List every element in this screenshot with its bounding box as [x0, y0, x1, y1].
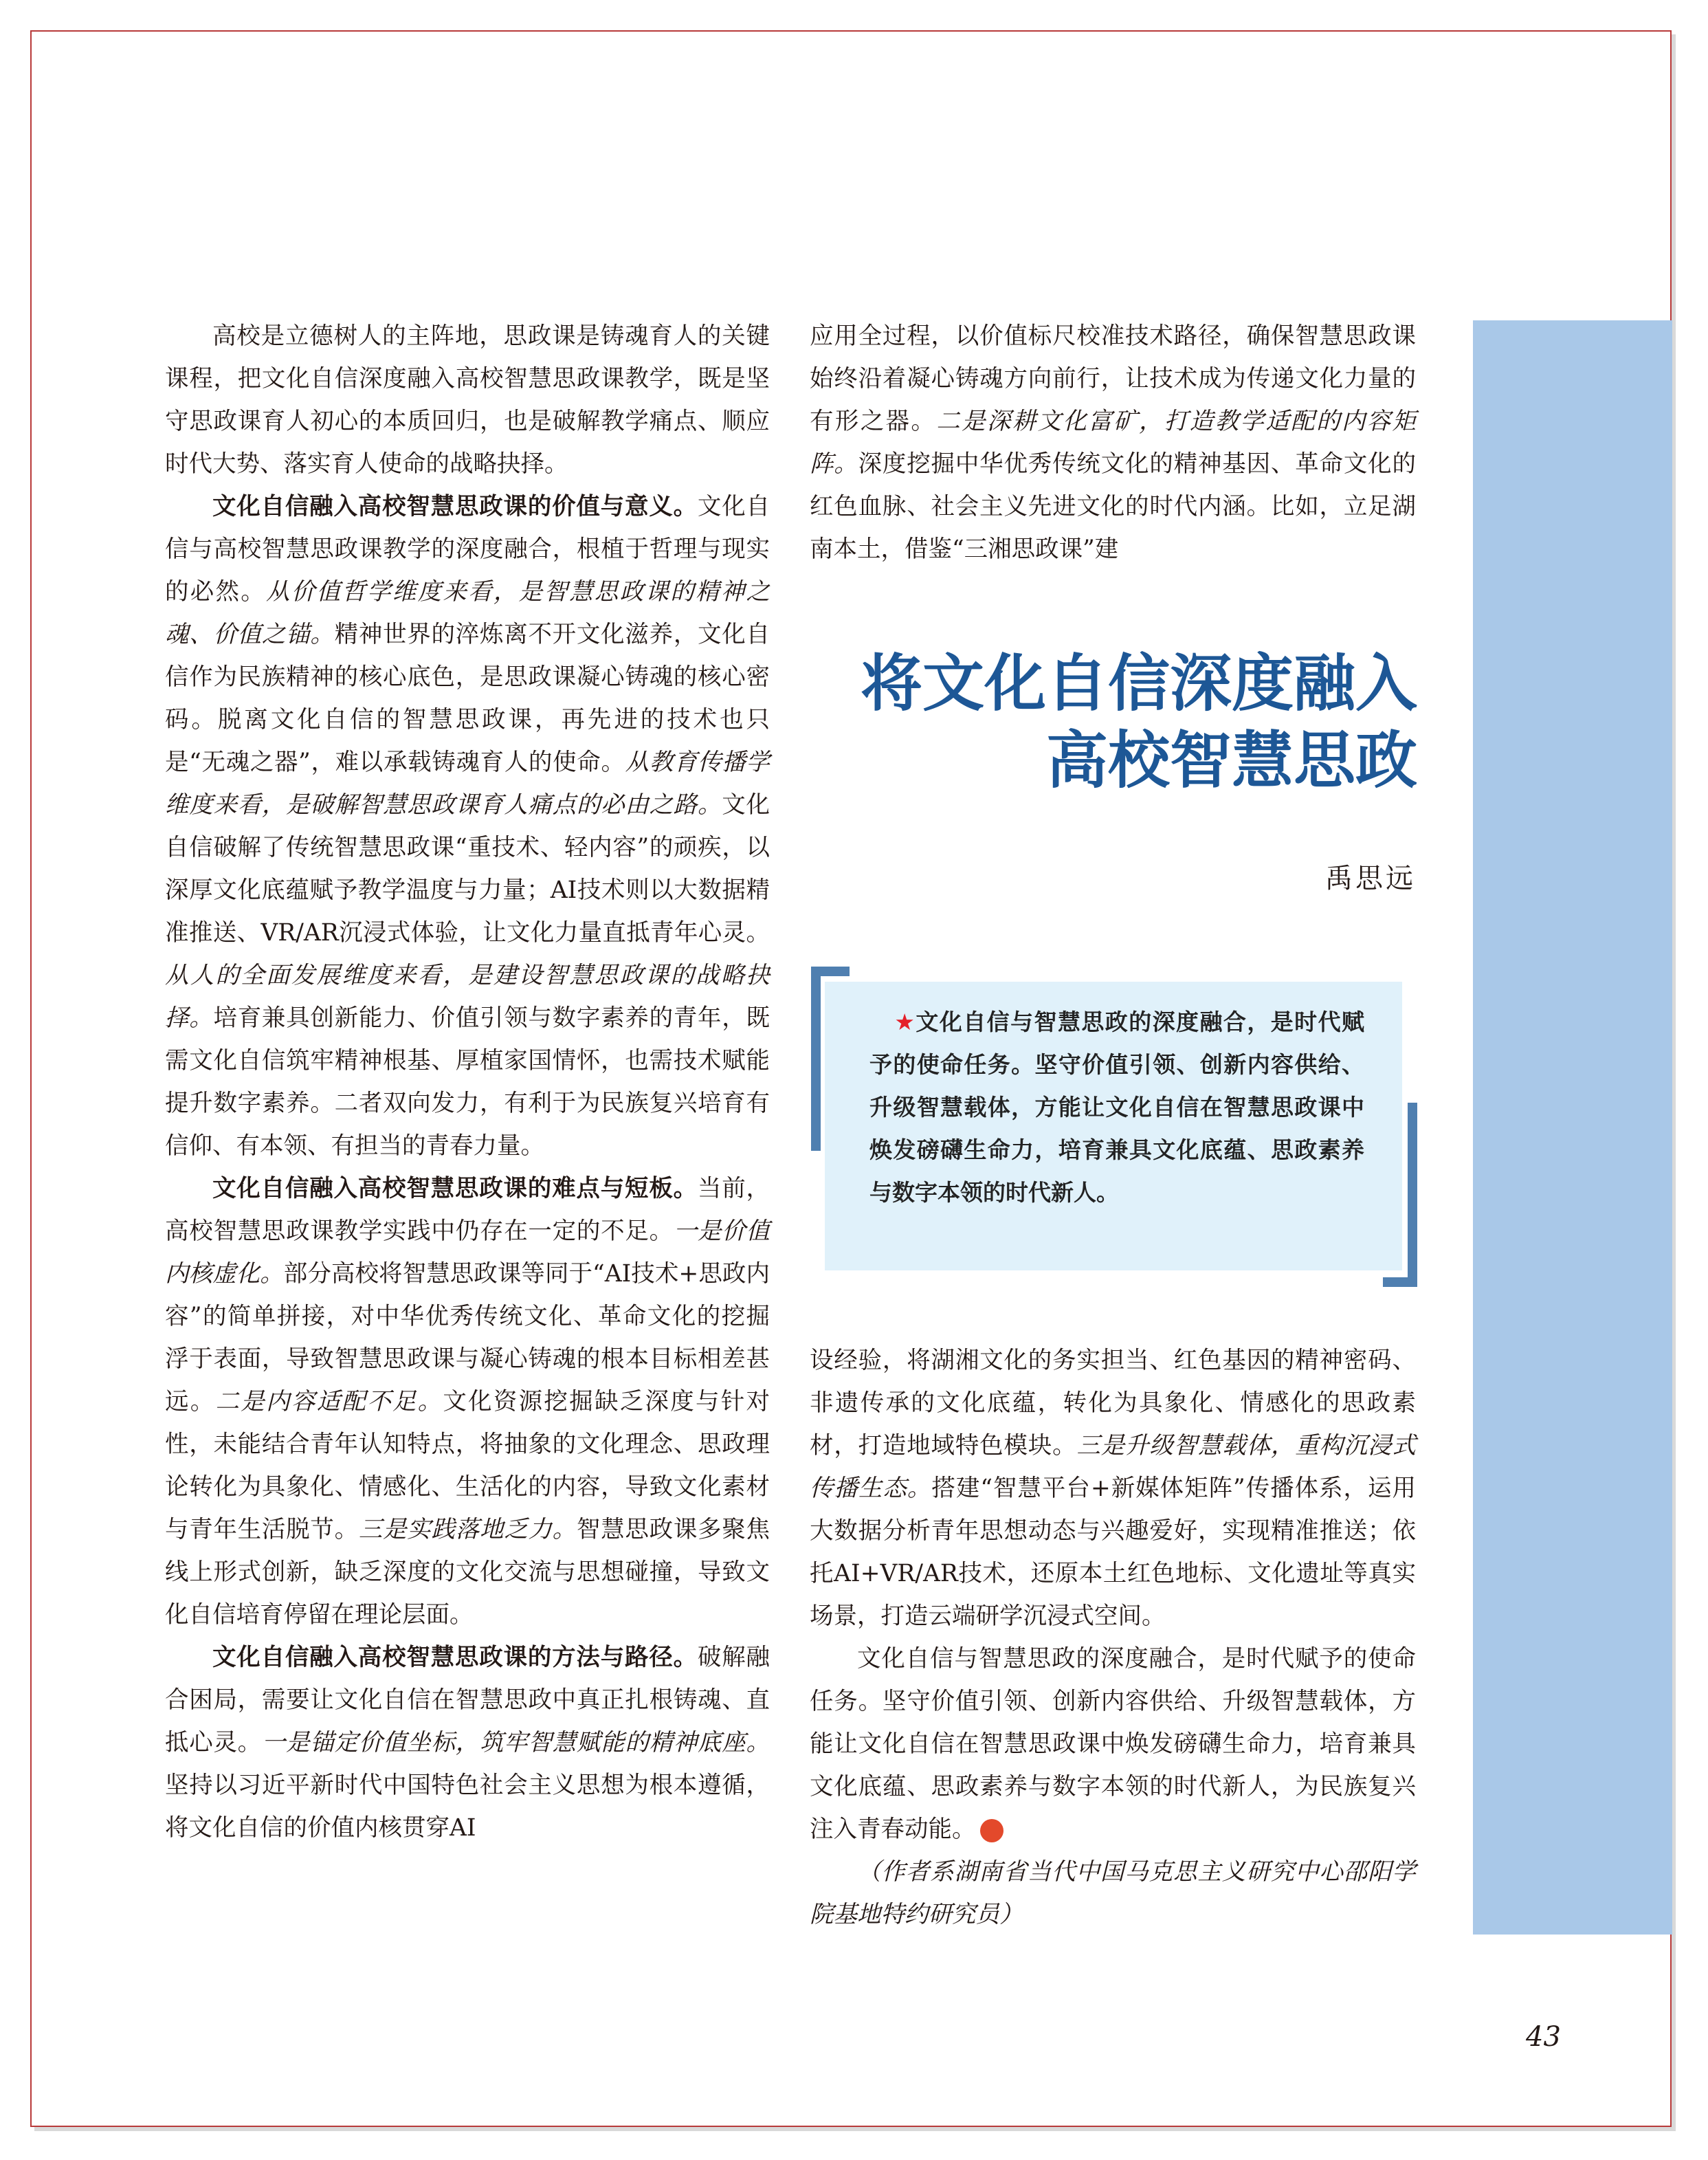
emphasis-run: 从价值哲学维度来看，是智慧思政课的精神之魂、价值之锚。 [165, 578, 770, 648]
text-run: 坚持以习近平新时代中国特色社会主义思想为根本遵循，将文化自信的价值内核贯穿AI [165, 1772, 770, 1842]
emphasis-run: 一是价值内核虚化。 [165, 1217, 770, 1288]
section-2-heading: 文化自信融入高校智慧思政课的难点与短板。 [212, 1175, 698, 1202]
left-column [165, 315, 770, 1849]
author-note: （作者系湖南省当代中国马克思主义研究中心邵阳学院基地特约研究员） [810, 1858, 1416, 1928]
emphasis-run: 三是实践落地乏力。 [358, 1516, 577, 1543]
text-run: 破解融合困局，需要让文化自信在智慧思政中真正扎根铸魂、直抵心灵。 [165, 1644, 770, 1756]
article-title [790, 645, 1417, 799]
quote-body: 文化自信与智慧思政的深度融合，是时代赋予的使命任务。坚守价值引领、创新内容供给、升级智慧载体，方能让文化自信在智慧思政课中焕发磅礴生命力，培育兼具文化底蕴、思政素养与数字本领的时代新人。 [869, 1009, 1364, 1206]
text-run: 文化自信破解了传统智慧思政课“重技术、轻内容”的顽疾，以深厚文化底蕴赋予教学温度与力量；AI技术则以大数据精准推送、VR/AR沉浸式体验，让文化力量直抵青年心灵。 [165, 791, 770, 947]
author-name: 禹思远 [1325, 863, 1416, 894]
section-3-paragraph [165, 1636, 770, 1849]
emphasis-run: 一是锚定价值坐标，筑牢智慧赋能的精神底座。 [261, 1729, 770, 1756]
right-column-top [810, 315, 1416, 571]
star-icon: ★ [894, 1009, 915, 1035]
page-number: 43 [1526, 2021, 1561, 2053]
end-mark-icon: 舟 [980, 1819, 1003, 1842]
text-run: 部分高校将智慧思政课等同于“AI技术+思政内容”的简单拼接，对中华优秀传统文化、革命文化的挖掘浮于表面，导致智慧思政课与凝心铸魂的根本目标相差甚远。 [165, 1260, 770, 1415]
text-run: 应用全过程，以价值标尺校准技术路径，确保智慧思政课始终沿着凝心铸魂方向前行，让技术成为传递文化力量的有形之器。 [810, 322, 1416, 435]
emphasis-run: 二是深耕文化富矿，打造教学适配的内容矩阵。 [810, 408, 1417, 478]
section-2-paragraph [165, 1167, 770, 1636]
title-line-2: 高校智慧思政 [1046, 724, 1417, 797]
text-run: 文化资源挖掘缺乏深度与针对性，未能结合青年认知特点，将抽象的文化理念、思政理论转化为具象化、情感化、生活化的内容，导致文化素材与青年生活脱节。 [165, 1388, 770, 1543]
text-run: 设经验，将湖湘文化的务实担当、红色基因的精神密码、非遗传承的文化底蕴，转化为具象化、情感化的思政素材，打造地域特色模块。 [810, 1347, 1416, 1459]
text-run: 精神世界的淬炼离不开文化滋养，文化自信作为民族精神的核心底色，是思政课凝心铸魂的核心密码。脱离文化自信的智慧思政课，再先进的技术也只是“无魂之器”，难以承载铸魂育人的使命。 [165, 621, 770, 776]
text-run: 深度挖掘中华优秀传统文化的精神基因、革命文化的红色血脉、社会主义先进文化的时代内涵。比如，立足湖南本土，借鉴“三湘思政课”建 [810, 450, 1416, 563]
intro-paragraph: 高校是立德树人的主阵地，思政课是铸魂育人的关键课程，把文化自信深度融入高校智慧思政课教学，既是坚守思政课育人初心的本质回归，也是破解教学痛点、顺应时代大势、落实育人使命的战略抉择。 [165, 322, 770, 478]
section-1-heading: 文化自信融入高校智慧思政课的价值与意义。 [212, 493, 698, 520]
text-run: 智慧思政课多聚焦线上形式创新，缺乏深度的文化交流与思想碰撞，导致文化自信培育停留在理论层面。 [165, 1516, 770, 1629]
quote-bracket-bottom-right [1383, 1103, 1417, 1287]
section-3-heading: 文化自信融入高校智慧思政课的方法与路径。 [212, 1644, 698, 1671]
text-run: 文化自信与智慧思政的深度融合，是时代赋予的使命任务。坚守价值引领、创新内容供给、升级智慧载体，方能让文化自信在智慧思政课中焕发磅礴生命力，培育兼具文化底蕴、思政素养与数字本领的时代新人，为民族复兴注入青春动能。 [810, 1645, 1416, 1843]
text-run: 当前，高校智慧思政课教学实践中仍存在一定的不足。 [165, 1175, 770, 1245]
continued-paragraph-2 [810, 1339, 1416, 1638]
side-color-bar [1473, 320, 1672, 1935]
quote-bracket-top-left [811, 967, 850, 1151]
text-run: 文化自信与高校智慧思政课教学的深度融合，根植于哲理与现实的必然。 [165, 493, 770, 606]
conclusion-paragraph [810, 1638, 1416, 1851]
text-run: 搭建“智慧平台+新媒体矩阵”传播体系，运用大数据分析青年思想动态与兴趣爱好，实现精准推送；依托AI+VR/AR技术，还原本土红色地标、文化遗址等真实场景，打造云端研学沉浸式空间。 [810, 1475, 1417, 1630]
emphasis-run: 三是升级智慧载体，重构沉浸式传播生态。 [810, 1432, 1416, 1502]
pull-quote-text [869, 1001, 1364, 1214]
emphasis-run: 二是内容适配不足。 [215, 1388, 443, 1415]
emphasis-run: 从人的全面发展维度来看，是建设智慧思政课的战略抉择。 [165, 962, 770, 1032]
quote-indent [869, 1001, 915, 1044]
section-1-paragraph [165, 485, 770, 1167]
emphasis-run: 从教育传播学维度来看，是破解智慧思政课育人痛点的必由之路。 [165, 749, 770, 819]
continued-paragraph [810, 315, 1416, 571]
right-column-bottom [810, 1339, 1416, 1936]
text-run: 培育兼具创新能力、价值引领与数字素养的青年，既需文化自信筑牢精神根基、厚植家国情怀，也需技术赋能提升数字素养。二者双向发力，有利于为民族复兴培育有信仰、有本领、有担当的青春力量。 [165, 1004, 770, 1160]
title-line-1: 将文化自信深度融入 [861, 647, 1417, 720]
